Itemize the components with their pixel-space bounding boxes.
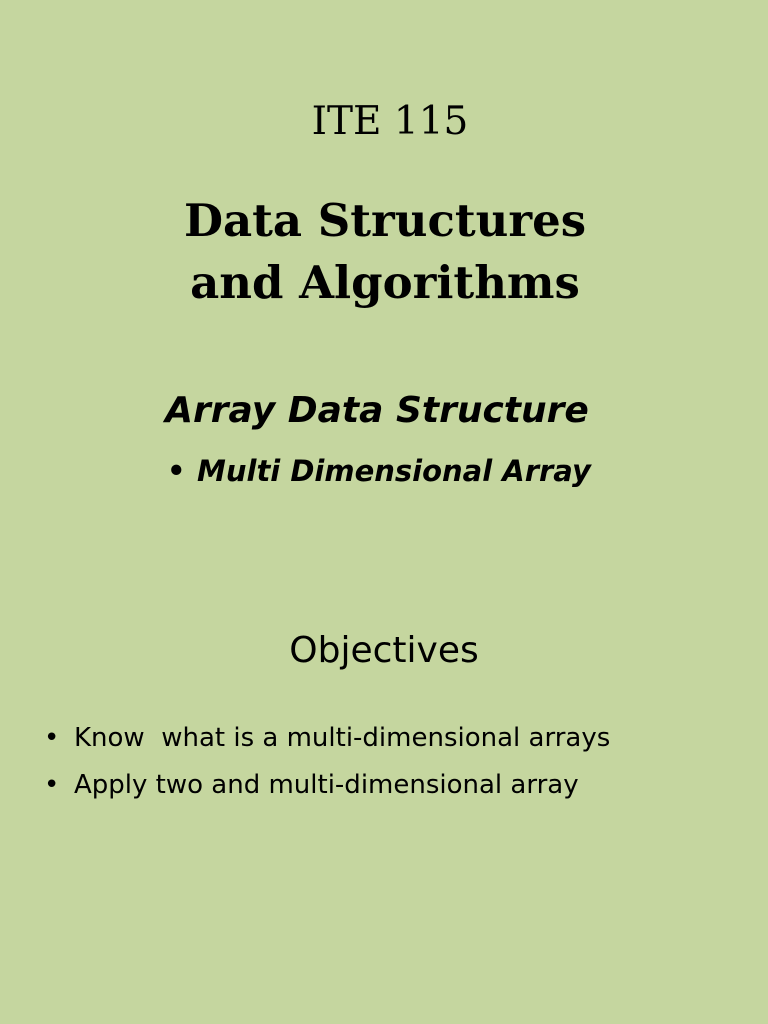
objective-item: [44, 767, 579, 803]
bullet-icon: •: [44, 723, 60, 753]
objectives-heading: Objectives: [289, 630, 479, 671]
topic-bullet: [167, 450, 591, 492]
topic-bullet-text: Multi Dimensional Array: [197, 454, 591, 488]
objective-text: Know what is a multi-dimensional arrays: [74, 723, 611, 753]
objective-item: [44, 720, 610, 756]
topic-heading: Array Data Structure: [165, 390, 589, 431]
bullet-icon: •: [167, 454, 186, 488]
course-title: Data Structures and Algorithms: [183, 194, 587, 309]
course-code: ITE 115: [311, 99, 469, 144]
bullet-icon: •: [44, 770, 60, 800]
objective-text: Apply two and multi-dimensional array: [74, 770, 579, 800]
